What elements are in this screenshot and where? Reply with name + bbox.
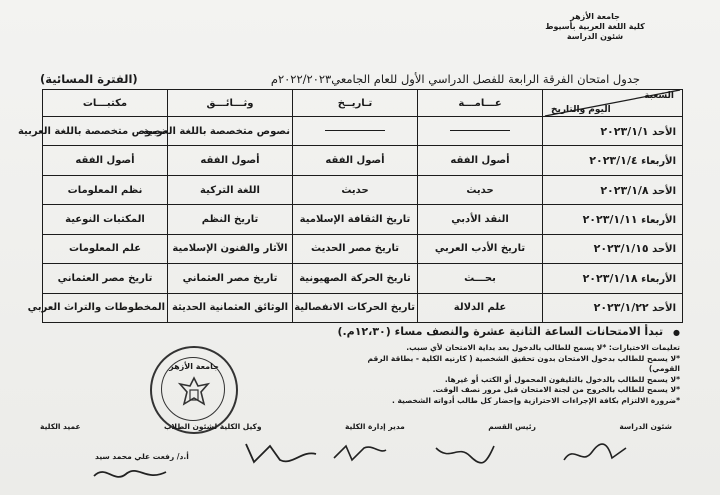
- bullet-icon: ●: [673, 328, 680, 337]
- official-seal: [150, 346, 238, 434]
- day-date-cell: [543, 117, 683, 146]
- signature-vice-dean: وكيل الكلية لشئون الطلاب: [164, 422, 262, 431]
- day-name: الأحد: [652, 185, 676, 197]
- day-date-cell: [543, 293, 683, 322]
- day-name: الأربعاء: [641, 214, 676, 226]
- signature-college-director: مدير إدارة الكلية: [344, 422, 405, 431]
- subject-cell-general: النقد الأدبي: [418, 205, 543, 234]
- subject-cell-documents: الوثائق العثمانية الحديثة: [168, 293, 293, 322]
- header-college: كلية اللغة العربية بأسيوط: [545, 22, 645, 31]
- start-time-text: تبدأ الامتحانات الساعة الثانية عشرة والنصف مساء (١٢،٣٠م.): [337, 325, 664, 338]
- subject-cell-general: بحـــث: [418, 264, 543, 293]
- table-header-row: [43, 90, 683, 117]
- exam-instructions: [360, 343, 680, 406]
- subject-cell-general: علم الدلالة: [418, 293, 543, 322]
- subject-cell-general: حديث: [418, 175, 543, 204]
- subject-cell-documents: الآثار والفنون الإسلامية: [168, 234, 293, 263]
- subject-cell-general: [418, 117, 543, 146]
- handwritten-signature-icon: [240, 436, 320, 470]
- day-date-cell: [543, 234, 683, 263]
- header-university: جامعة الأزهر: [570, 12, 620, 21]
- subject-cell-history: تاريخ الحركات الانفصالية: [293, 293, 418, 322]
- empty-dash: [325, 130, 385, 131]
- table-row: [43, 117, 683, 146]
- column-header-libraries: مكتبـــات: [43, 90, 168, 117]
- column-header-documents: وثـــائـــق: [168, 90, 293, 117]
- schedule-title: [40, 72, 640, 86]
- subject-cell-general: تاريخ الأدب العربي: [418, 234, 543, 263]
- day-date-cell: [543, 146, 683, 175]
- exam-date: ٢٠٢٣/١/٨: [600, 183, 649, 197]
- column-header-history: تـاريــخ: [293, 90, 418, 117]
- table-row: [43, 234, 683, 263]
- table-row: [43, 205, 683, 234]
- subject-cell-history: أصول الفقه: [293, 146, 418, 175]
- instructions-heading: تعليمات الاختبارات: *لا يسمح للطالب بالدخول بعد بداية الامتحان لأي سبب.: [406, 343, 680, 352]
- subject-cell-general: أصول الفقه: [418, 146, 543, 175]
- column-header-general: عـــامـــة: [418, 90, 543, 117]
- subject-cell-documents: تاريخ مصر العثماني: [168, 264, 293, 293]
- empty-dash: [450, 130, 510, 131]
- day-name: الأربعاء: [641, 156, 676, 168]
- exam-date: ٢٠٢٣/١/٢٢: [593, 301, 649, 315]
- subject-cell-history: تاريخ الحركة الصهيونية: [293, 264, 418, 293]
- signature-dean: عميد الكلية: [40, 422, 81, 431]
- header-department: شئون الدراسة: [566, 32, 624, 41]
- subject-cell-documents: أصول الفقه: [168, 146, 293, 175]
- eagle-emblem-icon: [174, 374, 214, 414]
- subject-cell-libraries: نصوص متخصصة باللغة العربية: [43, 117, 168, 146]
- subject-cell-libraries: المكتبات النوعية: [43, 205, 168, 234]
- title-main: جدول امتحان الفرقة الرابعة للفصل الدراسي الأول للعام الجامعي٢٠٢٢/٢٠٢٣م: [270, 72, 640, 86]
- table-row: [43, 146, 683, 175]
- corner-day-date-label: اليوم والتاريخ: [551, 105, 611, 115]
- subject-cell-history: حديث: [293, 175, 418, 204]
- day-name: الأربعاء: [641, 273, 676, 285]
- handwritten-signature-icon: [330, 440, 390, 466]
- table-row: [43, 264, 683, 293]
- seal-text: جامعة الأزهر: [169, 362, 219, 371]
- exam-date: ٢٠٢٣/١/١٨: [582, 271, 638, 285]
- day-date-cell: [543, 175, 683, 204]
- title-period: (الفترة المسائية): [40, 72, 138, 86]
- instruction-item: *ضرورة الالتزام بكافة الإجراءات الاحترازية وإحضار كل طالب أدواته الشخصية .: [392, 395, 680, 405]
- signature-head-of-department: رئيس القسم: [488, 422, 536, 431]
- subject-cell-documents: نصوص متخصصة باللغة العربية: [168, 117, 293, 146]
- subject-cell-libraries: أصول الفقه: [43, 146, 168, 175]
- handwritten-signature-icon: [560, 440, 630, 468]
- subject-cell-documents: اللغة التركية: [168, 175, 293, 204]
- dean-name: أ.د/ رفعت علي محمد سيد: [95, 452, 189, 461]
- exam-date: ٢٠٢٣/١/١١: [582, 212, 638, 226]
- subject-cell-libraries: المخطوطات والتراث العربي: [43, 293, 168, 322]
- day-date-cell: [543, 205, 683, 234]
- start-time-note: [337, 325, 680, 338]
- signature-row: [40, 422, 672, 431]
- day-name: الأحد: [652, 303, 676, 315]
- day-name: الأحد: [652, 244, 676, 256]
- subject-cell-libraries: تاريخ مصر العثماني: [43, 264, 168, 293]
- signature-registrar: شئون الدراسة: [619, 422, 672, 431]
- subject-cell-libraries: نظم المعلومات: [43, 175, 168, 204]
- header-corner-cell: [543, 90, 683, 117]
- institution-header: [540, 12, 650, 42]
- table-row: [43, 175, 683, 204]
- table-row: [43, 293, 683, 322]
- subject-cell-history: تاريخ مصر الحديث: [293, 234, 418, 263]
- corner-division-label: الشعبة: [644, 91, 674, 101]
- instruction-item: *لا يسمح للطالب بالدخول بالتليفون المحمول أو الكتب أو غيرها.: [444, 374, 680, 384]
- instruction-item: *لا يسمح للطالب بالخروج من لجنة الامتحان قبل مرور نصف الوقت.: [432, 385, 680, 394]
- subject-cell-history: تاريخ الثقافة الإسلامية: [293, 205, 418, 234]
- subject-cell-history: [293, 117, 418, 146]
- handwritten-signature-icon: [90, 462, 170, 488]
- subject-cell-libraries: علم المعلومات: [43, 234, 168, 263]
- exam-date: ٢٠٢٣/١/١٥: [593, 242, 649, 256]
- subject-cell-documents: تاريخ النظم: [168, 205, 293, 234]
- exam-date: ٢٠٢٣/١/٤: [589, 154, 638, 168]
- handwritten-signature-icon: [430, 440, 500, 468]
- exam-date: ٢٠٢٣/١/١: [600, 124, 649, 138]
- instruction-item: *لا يسمح للطالب بدخول الامتحان بدون تحقيق الشخصية ( كارنيه الكلية - بطاقة الرقم القومي): [367, 353, 680, 373]
- day-name: الأحد: [652, 126, 676, 138]
- exam-schedule-table: [17, 89, 683, 323]
- day-date-cell: [543, 264, 683, 293]
